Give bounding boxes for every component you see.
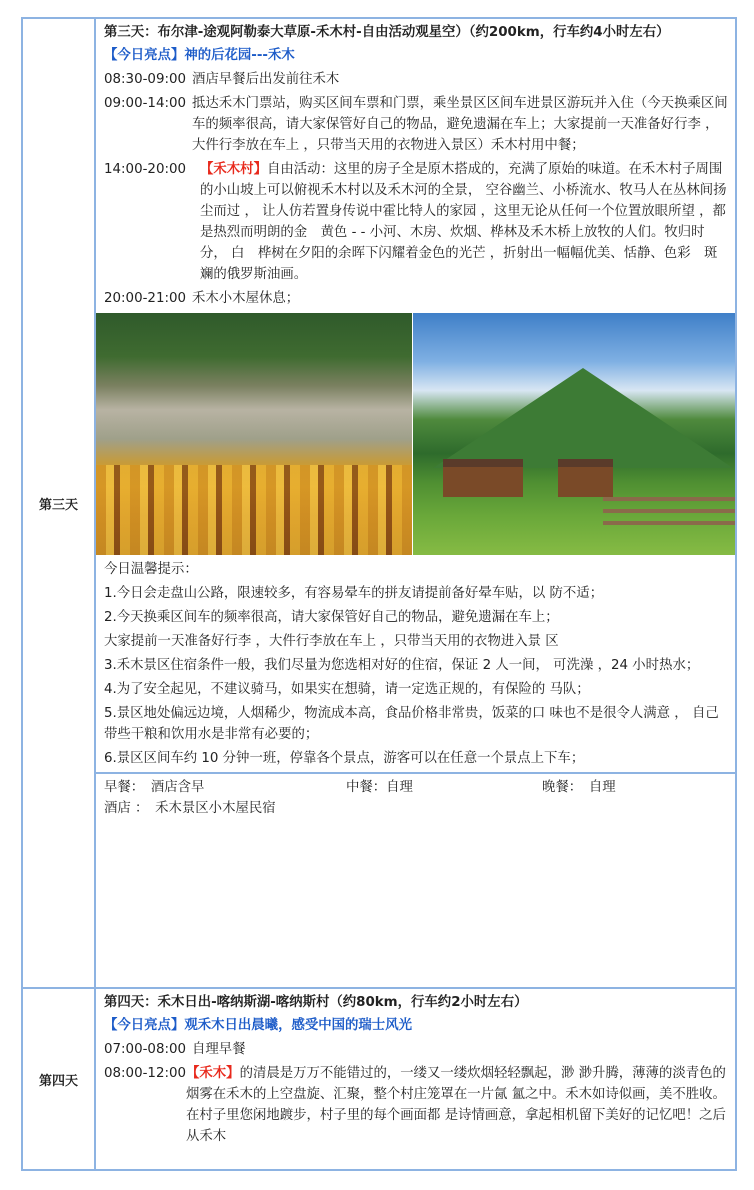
hemu-village-autumn-photo [96, 313, 412, 555]
schedule-item [104, 288, 729, 309]
day4-label: 第四天 [23, 989, 96, 1169]
hemu-cabins-mountain-photo [413, 313, 735, 555]
tip-item: 1.今日会走盘山公路，限速较多，有容易晕车的拼友请提前备好晕车贴，以 防不适； [104, 586, 604, 601]
lunch-info: 中餐：自理 [346, 780, 413, 795]
schedule-desc: 自理早餐 [192, 1042, 246, 1057]
hotel-info: 酒店 ： 禾木景区小木屋民宿 [104, 801, 276, 816]
tip-item: 2.今天换乘区间车的频率很高，请大家保管好自己的物品，避免遗漏在车上； [104, 610, 559, 625]
schedule-desc: 禾木小木屋休息； [192, 291, 300, 306]
itinerary-table [21, 17, 737, 1171]
day3-content [96, 19, 735, 987]
day3-title: 第三天：布尔津-途观阿勒泰大草原-禾木村-自由活动观星空）（约200km，行车约4小时左右） [104, 25, 670, 40]
day3-photos [96, 313, 735, 555]
day4-highlight: 【今日亮点】观禾木日出晨曦，感受中国的瑞士风光 [104, 1018, 412, 1033]
schedule-desc [200, 159, 729, 285]
schedule-time: 14:00-20:00 [104, 162, 187, 177]
day4-content [96, 989, 735, 1169]
schedule-desc: 抵达禾木门票站，购买区间车票和门票，乘坐景区区间车进景区游玩并入住（今天换乘区间车的频率很高，请大家保管好自己的物品，避免遗漏在车上；大家提前一天准备好行李 ，大件行李放在车上 ，只带当天用的衣物进入景区）禾木村用中餐； [192, 96, 728, 153]
schedule-desc-text: 自由活动：这里的房子全是原木搭成的，充满了原始的味道。在禾木村子周围的小山坡上可以俯视禾木村以及禾木河的全景， 空谷幽兰、小桥流水、牧马人在丛林间扬尘而过 ， 让人仿若置身传说中霍比特人的家园 ，这里无论从任何一个位置放眼所望 ，都是热烈而明朗的金 黄色 - - 小河、木房、炊烟、桦林及禾木桥上放牧的人们。牧归时分， 白 桦树在夕阳的余晖下闪耀着金色的光芒 ，折射出一幅幅优美、恬静、色彩 斑斓的俄罗斯油画。 [200, 162, 727, 282]
schedule-time: 08:30-09:00 [104, 72, 187, 87]
schedule-item [104, 69, 729, 90]
breakfast-info: 早餐： 酒店含早 [104, 780, 205, 795]
schedule-item [104, 1063, 729, 1147]
day4-row [23, 989, 735, 1169]
day3-highlight: 【今日亮点】神的后花园---禾木 [104, 48, 295, 63]
day3-tips [96, 559, 735, 769]
schedule-time: 09:00-14:00 [104, 96, 187, 111]
day3-row [23, 19, 735, 989]
tip-item: 6.景区区间车约 10 分钟一班，停靠各个景点，游客可以在任意一个景点上下车； [104, 751, 585, 766]
schedule-tag: 【禾木村】 [200, 162, 267, 177]
schedule-time: 20:00-21:00 [104, 291, 187, 306]
schedule-desc [186, 1063, 729, 1147]
tip-item: 大家提前一天准备好行李 ，大件行李放在车上 ，只带当天用的衣物进入景 区 [104, 634, 559, 649]
schedule-desc-text: 的清晨是万万不能错过的，一缕又一缕炊烟轻轻飘起，渺 渺升腾，薄薄的淡青色的烟雾在禾木的上空盘旋、汇聚，整个村庄笼罩在一片氤 氳之中。禾木如诗似画，美不胜收。在村子里您闲地踱步，村子里的每个画面都 是诗情画意，拿起相机留下美好的记忆吧！之后从禾木 [186, 1066, 726, 1144]
schedule-item [104, 159, 729, 285]
schedule-desc: 酒店早餐后出发前往禾木 [192, 72, 340, 87]
tip-item: 5.景区地处偏远边境，人烟稀少，物流成本高，食品价格非常贵，饭菜的口 味也不是很令人满意 ， 自己带些干粮和饮用水是非常有必要的； [104, 706, 719, 742]
schedule-time: 08:00-12:00 [104, 1066, 187, 1081]
tip-item: 3.禾木景区住宿条件一般，我们尽量为您选相对好的住宿，保证 2 人一间， 可洗澡 ，24 小时热水； [104, 658, 700, 673]
tips-title: 今日温馨提示： [104, 562, 198, 577]
tip-item: 4.为了安全起见，不建议骑马，如果实在想骑，请一定选正规的，有保险的 马队； [104, 682, 590, 697]
schedule-item [104, 93, 729, 156]
schedule-time: 07:00-08:00 [104, 1042, 187, 1057]
day3-meals [96, 772, 735, 819]
day3-label: 第三天 [23, 19, 96, 987]
day4-title: 第四天：禾木日出-喀纳斯湖-喀纳斯村（约80km，行车约2小时左右） [104, 995, 528, 1010]
schedule-item [104, 1039, 729, 1060]
schedule-tag: 【禾木】 [186, 1066, 240, 1081]
dinner-info: 晚餐： 自理 [542, 780, 616, 795]
